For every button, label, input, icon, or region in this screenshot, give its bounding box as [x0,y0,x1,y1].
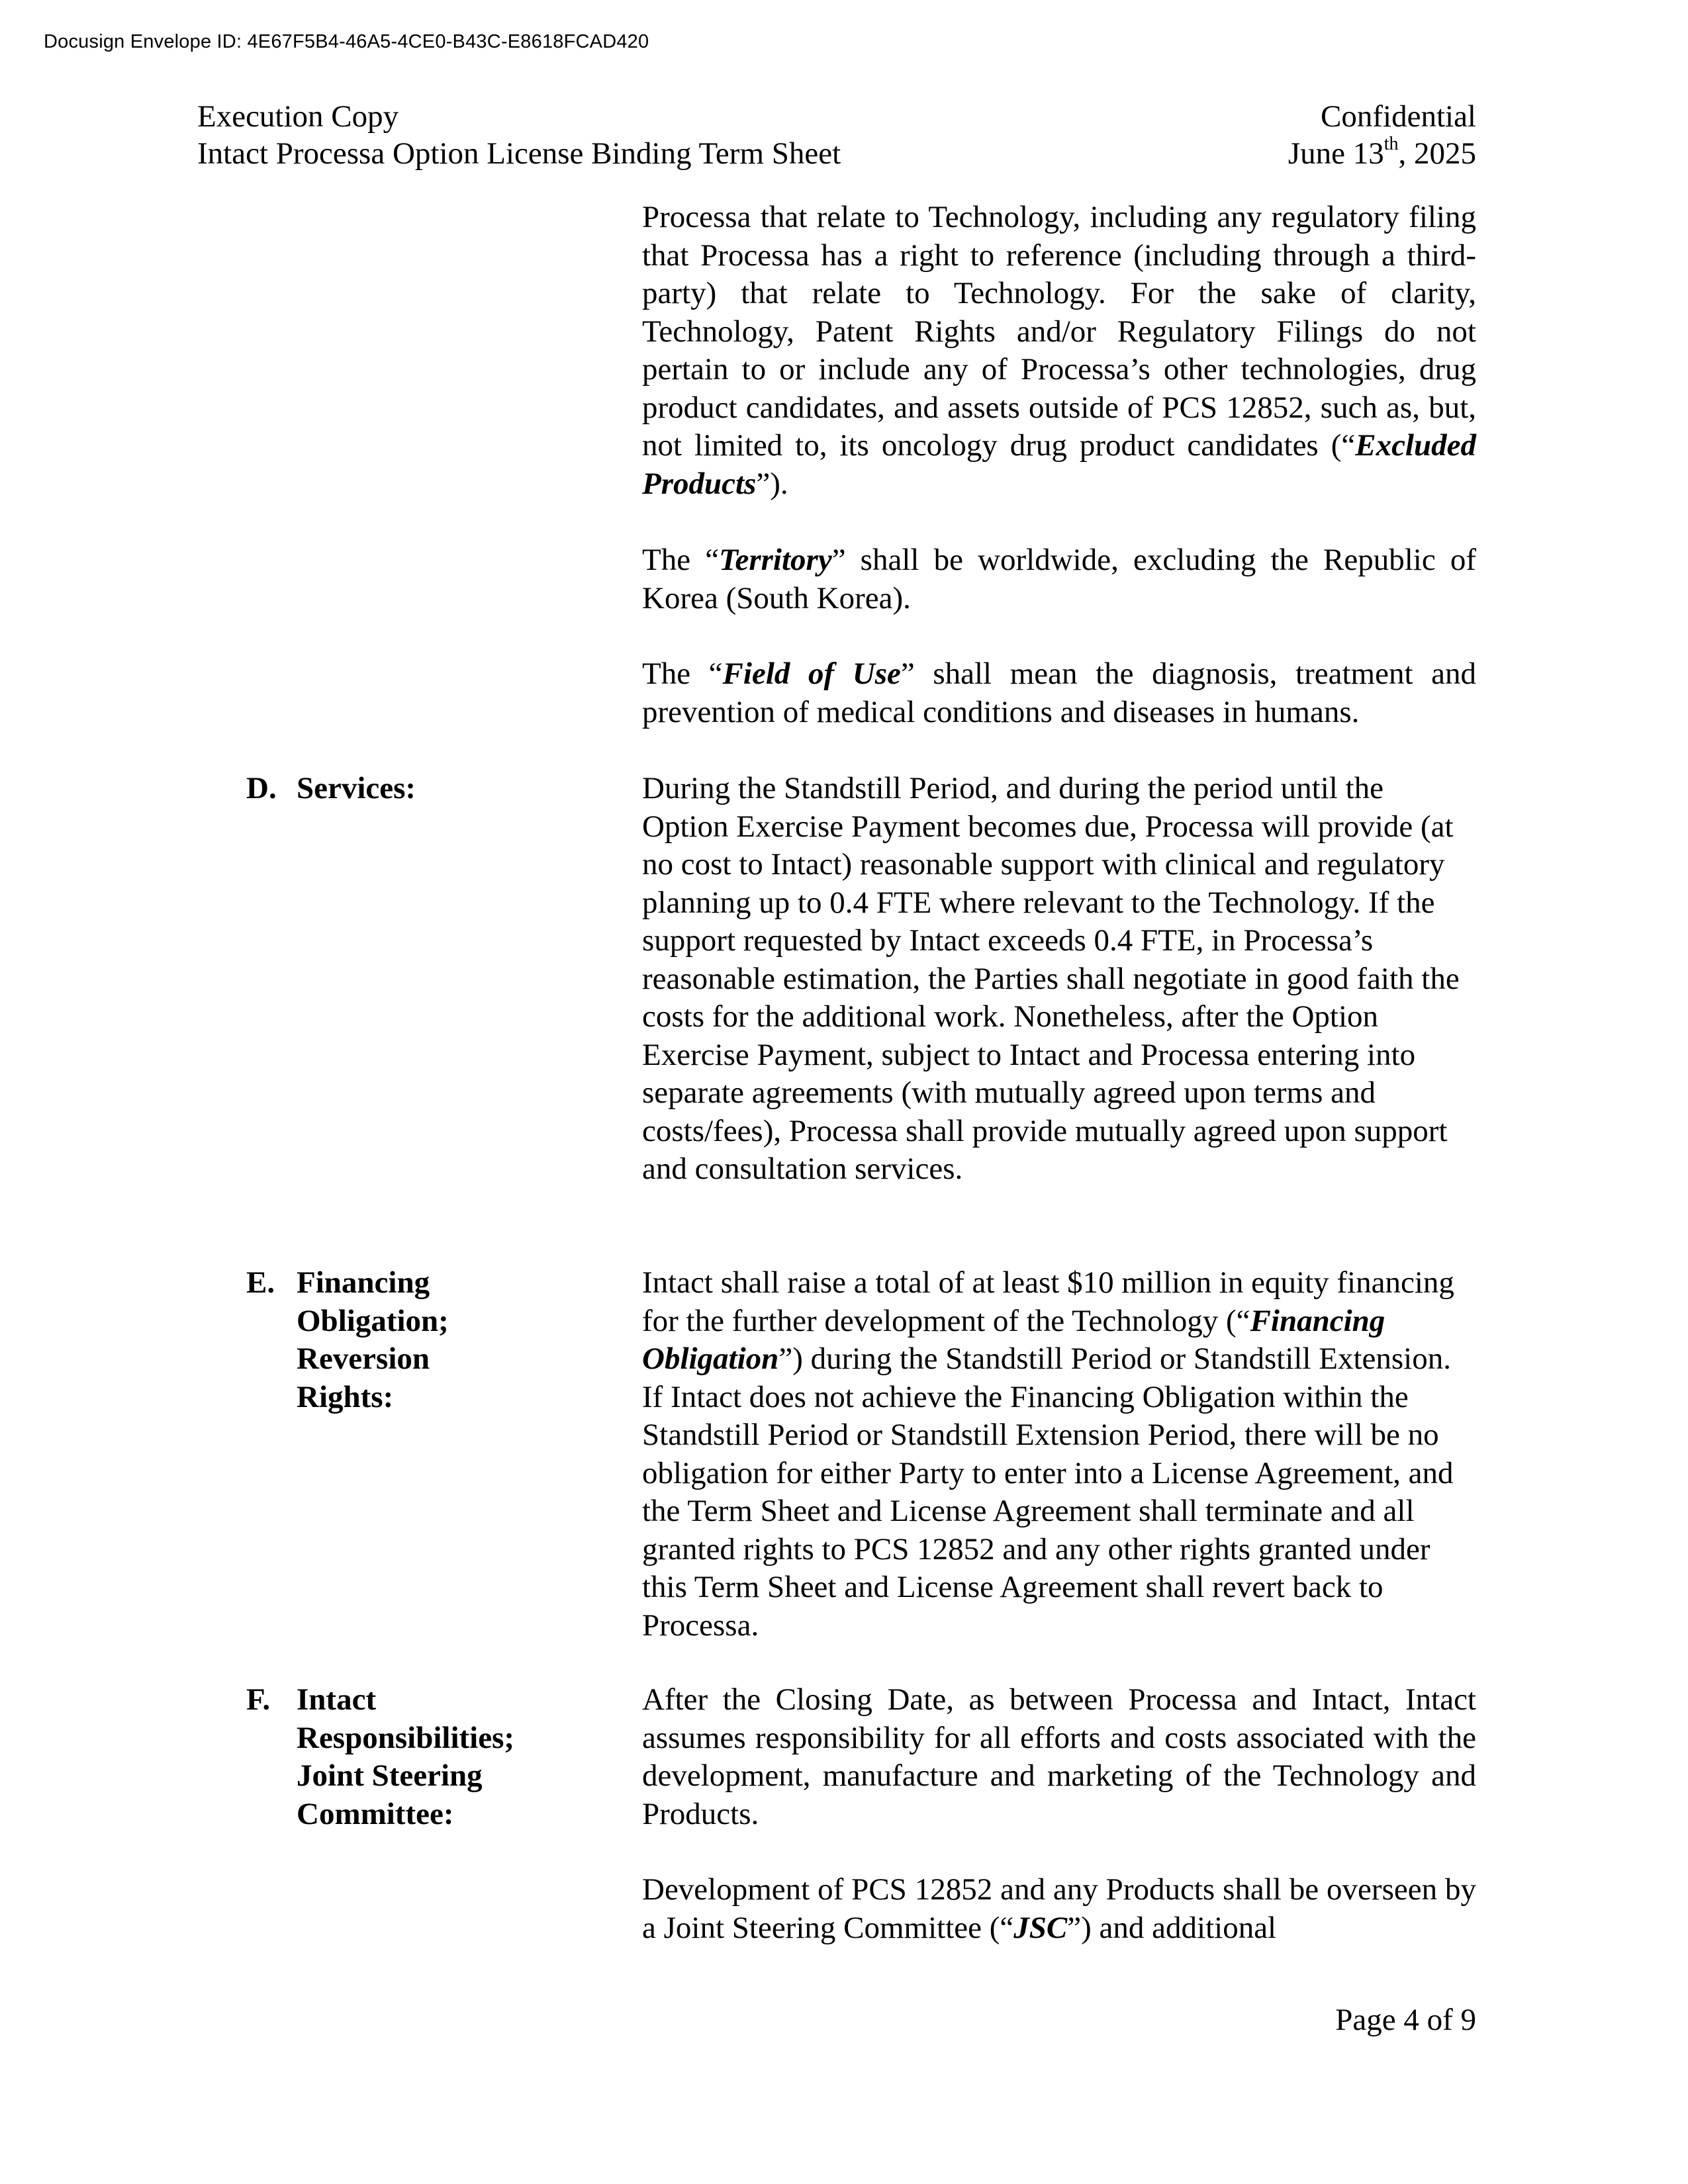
document-date: June 13th, 2025 [1288,134,1476,171]
section-f-body-paragraph-2: Development of PCS 12852 and any Products shall be overseen by a Joint Steering Committee (“JSC”) and additional [642,1872,1476,1945]
defined-term-jsc: JSC [1013,1910,1068,1945]
defined-term-field-of-use: Field of Use [722,657,901,691]
page-number: Page 4 of 9 [1335,2003,1476,2037]
defined-term-excluded-products: Excluded Products [642,428,1476,501]
defined-term-territory: Territory [719,543,832,577]
section-d-body: During the Standstill Period, and during the period until the Option Exercise Payment becomes due, Processa will provide (at no cost to Intact) reasonable support with clinical and regulatory planning up to 0.4 FTE where relevant to the Technology. If the support requested by Intact exceeds 0.4 FTE, in Processa’s reasonable estimation, the Parties shall negotiate in good faith the costs for the additional work. Nonetheless, after the Option Exercise Payment, subject to Intact and Processa entering into separate agreements (with mutually agreed upon terms and costs/fees), Processa shall provide mutually agreed upon support and consultation services. [642,771,1460,1186]
territory-paragraph: The “Territory” shall be worldwide, excluding the Republic of Korea (South Korea). [642,543,1476,615]
defined-term-financing-obligation: Financing Obligation [642,1303,1385,1376]
section-d-letter: D. [246,771,277,805]
confidential-label: Confidential [1321,99,1476,134]
field-of-use-paragraph: The “Field of Use” shall mean the diagnosis, treatment and prevention of medical conditions and diseases in humans. [642,657,1476,729]
header-row-2 [197,135,1476,172]
document-title: Intact Processa Option License Binding Term Sheet [197,136,841,171]
header-row-1 [197,98,1476,135]
docusign-envelope-id: Docusign Envelope ID: 4E67F5B4-46A5-4CE0-B43C-E8618FCAD420 [44,31,649,52]
section-e-title: Financing Obligation; Reversion Rights: [297,1265,449,1414]
section-d-title: Services: [297,771,416,805]
section-f-title: Intact Responsibilities; Joint Steering Committee: [297,1682,515,1831]
section-e-body: Intact shall raise a total of at least $10 million in equity financing for the further development of the Technology (“Financing Obligation”) during the Standstill Period or Standstill Extension. If Intact does not achieve the Financing Obligation within the Standstill Period or Standstill Extension Period, there will be no obligation for either Party to enter into a License Agreement, and the Term Sheet and License Agreement shall terminate and all granted rights to PCS 12852 and any other rights granted under this Term Sheet and License Agreement shall revert back to Processa. [642,1265,1454,1643]
section-d-label [246,770,416,808]
section-f-body-paragraph-1: After the Closing Date, as between Processa and Intact, Intact assumes responsibility for all efforts and costs associated with the development, manufacture and marketing of the Technology and Products. [642,1682,1476,1831]
section-e-letter: E. [246,1265,275,1300]
section-f-letter: F. [246,1682,271,1717]
execution-copy-label: Execution Copy [197,99,399,134]
section-e-label [246,1264,449,1416]
continued-definitions-paragraph: Processa that relate to Technology, including any regulatory filing that Processa has a right to reference (including through a third-party) that relate to Technology. For the sake of clarity, Technology, Patent Rights and/or Regulatory Filings do not pertain to or include any of Processa’s other technologies, drug product candidates, and assets outside of PCS 12852, such as, but, not limited to, its oncology drug product candidates (“Excluded Products”). [642,200,1476,501]
section-f-label [246,1681,514,1833]
